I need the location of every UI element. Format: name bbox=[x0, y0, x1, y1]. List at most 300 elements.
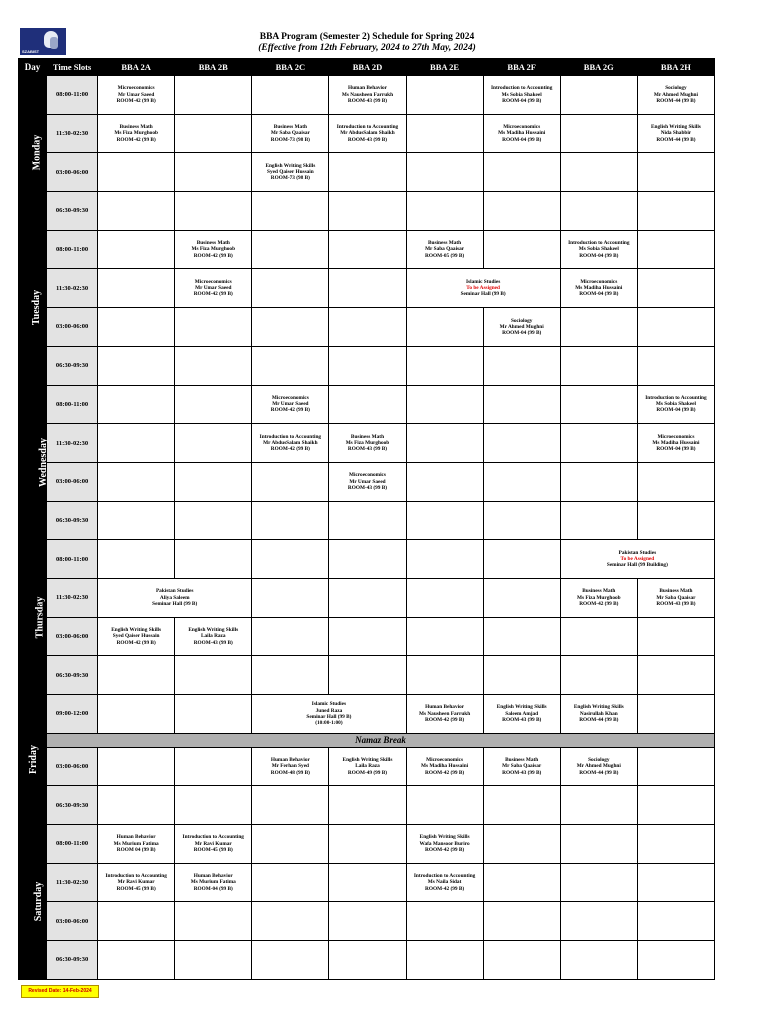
time-slot: 03:00-06:00 bbox=[47, 462, 98, 501]
day-label-wednesday bbox=[19, 385, 47, 540]
instructor-name: Ms Madiha Hussaini bbox=[498, 130, 546, 137]
schedule-row-monday bbox=[19, 114, 715, 153]
empty-cell bbox=[637, 941, 714, 980]
empty-cell bbox=[329, 385, 406, 424]
class-cell bbox=[175, 269, 252, 308]
empty-cell bbox=[175, 76, 252, 115]
instructor-name: Ms Naila Sidat bbox=[427, 879, 462, 886]
empty-cell bbox=[406, 617, 483, 656]
empty-cell bbox=[483, 941, 560, 980]
time-slot: 03:00-06:00 bbox=[47, 902, 98, 941]
empty-cell bbox=[175, 656, 252, 695]
instructor-name: Mr Saba Qaaisar bbox=[425, 246, 465, 253]
time-slot: 06:30-09:30 bbox=[47, 786, 98, 825]
course-name: Business Math bbox=[196, 240, 230, 247]
header-day: Day bbox=[19, 59, 47, 76]
instructor-name: Mr Umar Saeed bbox=[195, 285, 232, 292]
header-bba-2a: BBA 2A bbox=[98, 59, 175, 76]
time-slot: 08:00-11:00 bbox=[47, 825, 98, 864]
instructor-name: To be Assigned bbox=[620, 555, 655, 562]
header-time-slots: Time Slots bbox=[47, 59, 98, 76]
room-info: ROOM-43 (99 B) bbox=[502, 769, 542, 776]
room-info: ROOM-43 (99 B) bbox=[347, 484, 388, 491]
class-cell bbox=[98, 617, 175, 656]
class-cell bbox=[483, 747, 560, 786]
class-cell bbox=[175, 230, 252, 269]
room-info: ROOM-42 (99 B) bbox=[425, 885, 465, 892]
course-name: English Writing Skills bbox=[573, 704, 624, 711]
time-slot: 06:30-09:30 bbox=[47, 656, 98, 695]
empty-cell bbox=[483, 656, 560, 695]
course-name: Sociology bbox=[665, 85, 687, 92]
schedule-row-wednesday bbox=[19, 462, 715, 501]
class-cell bbox=[560, 695, 637, 734]
instructor-name: Ms Fiza Murghoob bbox=[191, 246, 236, 253]
instructor-name: Mr Umar Saeed bbox=[118, 91, 155, 98]
schedule-row-thursday bbox=[19, 578, 715, 617]
empty-cell bbox=[175, 786, 252, 825]
instructor-name: Juned Raza bbox=[315, 707, 343, 714]
revised-date-label: Revised Date: 14-Feb-2024 bbox=[21, 985, 99, 998]
course-name: Business Math bbox=[428, 240, 462, 247]
empty-cell bbox=[406, 462, 483, 501]
header-bba-2h: BBA 2H bbox=[637, 59, 714, 76]
schedule-body bbox=[19, 76, 715, 980]
instructor-name: Mr Ravi Kumar bbox=[117, 879, 155, 886]
time-slot: 03:00-06:00 bbox=[47, 617, 98, 656]
time-slot: 09:00-12:00 bbox=[47, 695, 98, 734]
instructor-name: Ms Nausheen Farrukh bbox=[341, 91, 394, 98]
empty-cell bbox=[252, 941, 329, 980]
empty-cell bbox=[406, 192, 483, 231]
empty-cell bbox=[252, 230, 329, 269]
empty-cell bbox=[637, 230, 714, 269]
room-info: ROOM-73 (98 B) bbox=[270, 136, 310, 143]
course-name: Human Behavior bbox=[347, 85, 387, 92]
course-name: English Writing Skills bbox=[651, 124, 701, 131]
empty-cell bbox=[329, 346, 406, 385]
empty-cell bbox=[329, 786, 406, 825]
room-info: ROOM-04 (99 B) bbox=[656, 407, 696, 414]
time-slot: 06:30-09:30 bbox=[47, 346, 98, 385]
schedule-row-friday bbox=[19, 695, 715, 734]
room-info: ROOM-45 (99 B) bbox=[116, 885, 156, 892]
empty-cell bbox=[175, 308, 252, 347]
empty-cell bbox=[483, 902, 560, 941]
schedule-row-friday bbox=[19, 747, 715, 786]
instructor-name: Ms Madiha Hussaini bbox=[652, 439, 700, 446]
empty-cell bbox=[406, 656, 483, 695]
room-info: ROOM-04 (99 B) bbox=[502, 136, 542, 143]
empty-cell bbox=[252, 786, 329, 825]
empty-cell bbox=[98, 462, 175, 501]
room-info: ROOM-43 (99 B) bbox=[347, 446, 388, 453]
empty-cell bbox=[329, 192, 406, 231]
time-slot: 06:30-09:30 bbox=[47, 941, 98, 980]
course-name: Microeconomics bbox=[271, 394, 309, 401]
room-info: ROOM-49 (99 B) bbox=[347, 769, 388, 776]
room-info: ROOM 04 (99 B) bbox=[116, 847, 156, 854]
course-name: English Writing Skills bbox=[111, 627, 162, 634]
course-name: Microeconomics bbox=[580, 278, 618, 285]
instructor-name: Ms Sobia Shakeel bbox=[578, 246, 619, 253]
time-slot: 11:30-02:30 bbox=[47, 424, 98, 463]
room-info: ROOM-44 (99 B) bbox=[579, 769, 619, 776]
class-cell bbox=[637, 578, 714, 617]
course-name: Human Behavior bbox=[193, 873, 233, 880]
class-cell bbox=[560, 578, 637, 617]
empty-cell bbox=[329, 540, 406, 579]
instructor-name: Wafa Mansoor Buriro bbox=[419, 840, 470, 847]
empty-cell bbox=[406, 153, 483, 192]
empty-cell bbox=[252, 462, 329, 501]
empty-cell bbox=[329, 153, 406, 192]
empty-cell bbox=[560, 76, 637, 115]
empty-cell bbox=[406, 941, 483, 980]
empty-cell bbox=[175, 385, 252, 424]
empty-cell bbox=[175, 902, 252, 941]
class-cell bbox=[637, 385, 714, 424]
course-name: Islamic Studies bbox=[465, 278, 501, 285]
empty-cell bbox=[483, 578, 560, 617]
time-slot: 11:30-02:30 bbox=[47, 863, 98, 902]
empty-cell bbox=[406, 540, 483, 579]
day-name: Monday bbox=[31, 135, 43, 171]
room-info: ROOM-44 (99 B) bbox=[656, 97, 696, 104]
class-cell bbox=[175, 863, 252, 902]
empty-cell bbox=[483, 825, 560, 864]
course-name: Business Math bbox=[350, 433, 385, 440]
empty-cell bbox=[329, 230, 406, 269]
empty-cell bbox=[483, 462, 560, 501]
room-info: ROOM-43 (99 B) bbox=[502, 716, 542, 723]
class-cell bbox=[560, 230, 637, 269]
empty-cell bbox=[483, 786, 560, 825]
day-name: Wednesday bbox=[37, 437, 49, 487]
instructor-name: Syed Qaiser Hussain bbox=[112, 633, 160, 640]
empty-cell bbox=[98, 747, 175, 786]
schedule-row-friday bbox=[19, 786, 715, 825]
room-info: ROOM-42 (99 B) bbox=[116, 97, 156, 104]
instructor-name: Mr Umar Saeed bbox=[272, 401, 309, 408]
class-cell bbox=[252, 153, 329, 192]
header-bba-2g: BBA 2G bbox=[560, 59, 637, 76]
empty-cell bbox=[637, 695, 714, 734]
empty-cell bbox=[637, 747, 714, 786]
schedule-row-saturday bbox=[19, 825, 715, 864]
schedule-row-saturday bbox=[19, 902, 715, 941]
course-name: Business Math bbox=[505, 757, 539, 764]
room-info: ROOM-42 (99 B) bbox=[425, 847, 465, 854]
instructor-name: Mr Ahmed Mughni bbox=[576, 763, 621, 770]
empty-cell bbox=[560, 656, 637, 695]
schedule-row-monday bbox=[19, 76, 715, 115]
class-cell bbox=[637, 114, 714, 153]
day-name: Thursday bbox=[34, 596, 46, 638]
room-info: ROOM-44 (99 B) bbox=[656, 136, 696, 143]
course-name: Human Behavior bbox=[270, 757, 310, 764]
empty-cell bbox=[329, 656, 406, 695]
empty-cell bbox=[252, 308, 329, 347]
instructor-name: Mr Ahmed Mughni bbox=[499, 323, 544, 330]
course-name: Introduction to Accounting bbox=[568, 240, 630, 247]
course-name: Sociology bbox=[588, 757, 610, 764]
empty-cell bbox=[175, 695, 252, 734]
room-info: ROOM-43 (99 B) bbox=[347, 136, 388, 143]
schedule-row-wednesday bbox=[19, 501, 715, 540]
empty-cell bbox=[406, 385, 483, 424]
instructor-name: Ms Sobia Shakeel bbox=[655, 401, 696, 408]
empty-cell bbox=[483, 385, 560, 424]
header-row bbox=[19, 59, 715, 76]
empty-cell bbox=[98, 269, 175, 308]
course-name: Microeconomics bbox=[348, 472, 386, 479]
instructor-name: Mr Ferhan Syed bbox=[271, 763, 309, 770]
time-slot: 11:30-02:30 bbox=[47, 578, 98, 617]
room-info: ROOM-43 (99 B) bbox=[656, 600, 696, 607]
empty-cell bbox=[329, 617, 406, 656]
instructor-name: Mr Ravi Kumar bbox=[194, 840, 232, 847]
empty-cell bbox=[98, 540, 175, 579]
instructor-name: Mr Saba Qaaisar bbox=[656, 594, 696, 601]
course-name: Introduction to Accounting bbox=[259, 433, 322, 440]
course-name: Microeconomics bbox=[503, 124, 541, 131]
course-name: Sociology bbox=[510, 317, 533, 324]
schedule-row-tuesday bbox=[19, 269, 715, 308]
time-slot: 03:00-06:00 bbox=[47, 153, 98, 192]
instructor-name: Ms Nausheen Farrukh bbox=[418, 710, 471, 717]
instructor-name: Aliya Saleem bbox=[159, 594, 190, 601]
course-name: Pakistan Studies bbox=[618, 549, 657, 556]
empty-cell bbox=[637, 825, 714, 864]
class-cell bbox=[252, 424, 329, 463]
empty-cell bbox=[560, 114, 637, 153]
class-cell bbox=[175, 825, 252, 864]
empty-cell bbox=[483, 346, 560, 385]
header-bba-2c: BBA 2C bbox=[252, 59, 329, 76]
class-cell bbox=[98, 76, 175, 115]
empty-cell bbox=[483, 863, 560, 902]
room-info: (10:00-1:00) bbox=[315, 720, 343, 727]
instructor-name: Ms Murium Fatima bbox=[113, 840, 159, 847]
empty-cell bbox=[175, 501, 252, 540]
empty-cell bbox=[560, 786, 637, 825]
empty-cell bbox=[175, 114, 252, 153]
instructor-name: Ms Madiha Hussaini bbox=[421, 763, 469, 770]
course-name: Pakistan Studies bbox=[155, 588, 194, 595]
day-label-thursday bbox=[19, 540, 47, 695]
time-slot: 06:30-09:30 bbox=[47, 501, 98, 540]
room-info: ROOM-44 (99 B) bbox=[579, 716, 619, 723]
class-cell bbox=[252, 695, 406, 734]
course-name: Microeconomics bbox=[117, 85, 155, 92]
empty-cell bbox=[560, 308, 637, 347]
empty-cell bbox=[560, 617, 637, 656]
class-cell bbox=[483, 114, 560, 153]
course-name: English Writing Skills bbox=[265, 162, 316, 169]
class-cell bbox=[406, 825, 483, 864]
schedule-table bbox=[18, 58, 715, 980]
class-cell bbox=[98, 578, 252, 617]
empty-cell bbox=[98, 230, 175, 269]
empty-cell bbox=[98, 385, 175, 424]
class-cell bbox=[483, 695, 560, 734]
empty-cell bbox=[560, 462, 637, 501]
instructor-name: Ms Madiha Hussaini bbox=[575, 285, 623, 292]
course-name: Human Behavior bbox=[116, 834, 156, 841]
empty-cell bbox=[483, 192, 560, 231]
instructor-name: Mr Saba Qaaisar bbox=[270, 130, 310, 137]
course-name: English Writing Skills bbox=[188, 627, 239, 634]
schedule-title bbox=[0, 32, 734, 54]
empty-cell bbox=[406, 786, 483, 825]
class-cell bbox=[483, 308, 560, 347]
empty-cell bbox=[560, 192, 637, 231]
time-slot: 03:00-06:00 bbox=[47, 308, 98, 347]
class-cell bbox=[560, 540, 714, 579]
empty-cell bbox=[637, 863, 714, 902]
empty-cell bbox=[329, 863, 406, 902]
schedule-row-saturday bbox=[19, 863, 715, 902]
empty-cell bbox=[98, 941, 175, 980]
empty-cell bbox=[252, 902, 329, 941]
time-slot: 11:30-02:30 bbox=[47, 269, 98, 308]
instructor-name: Laila Raza bbox=[200, 633, 226, 640]
empty-cell bbox=[175, 747, 252, 786]
empty-cell bbox=[98, 902, 175, 941]
empty-cell bbox=[406, 114, 483, 153]
empty-cell bbox=[175, 346, 252, 385]
class-cell bbox=[329, 462, 406, 501]
instructor-name: Saleem Amjad bbox=[505, 710, 539, 717]
empty-cell bbox=[483, 424, 560, 463]
class-cell bbox=[329, 424, 406, 463]
instructor-name: Laila Raza bbox=[355, 763, 380, 770]
empty-cell bbox=[560, 153, 637, 192]
empty-cell bbox=[252, 825, 329, 864]
empty-cell bbox=[252, 617, 329, 656]
room-info: Seminar Hall (99 B) bbox=[152, 600, 198, 607]
break-row bbox=[19, 733, 715, 747]
empty-cell bbox=[98, 501, 175, 540]
empty-cell bbox=[483, 153, 560, 192]
empty-cell bbox=[560, 863, 637, 902]
empty-cell bbox=[637, 462, 714, 501]
empty-cell bbox=[252, 192, 329, 231]
empty-cell bbox=[406, 76, 483, 115]
room-info: ROOM-73 (98 B) bbox=[270, 175, 310, 182]
time-slot: 08:00-11:00 bbox=[47, 540, 98, 579]
instructor-name: Ms Fiza Murghoob bbox=[114, 130, 158, 137]
empty-cell bbox=[329, 501, 406, 540]
class-cell bbox=[406, 269, 560, 308]
course-name: English Writing Skills bbox=[419, 834, 470, 841]
empty-cell bbox=[329, 308, 406, 347]
day-label-tuesday bbox=[19, 230, 47, 385]
time-slot: 03:00-06:00 bbox=[47, 747, 98, 786]
room-info: Seminar Hall (99 B) bbox=[306, 713, 352, 720]
room-info: ROOM-48 (99 B) bbox=[270, 769, 310, 776]
empty-cell bbox=[637, 346, 714, 385]
schedule-row-tuesday bbox=[19, 308, 715, 347]
empty-cell bbox=[483, 617, 560, 656]
empty-cell bbox=[329, 902, 406, 941]
course-name: English Writing Skills bbox=[342, 757, 393, 764]
room-info: ROOM-42 (99 B) bbox=[116, 639, 156, 646]
schedule-row-wednesday bbox=[19, 385, 715, 424]
header-bba-2e: BBA 2E bbox=[406, 59, 483, 76]
room-info: ROOM-04 (99 B) bbox=[502, 97, 542, 104]
course-name: Introduction to Accounting bbox=[105, 873, 167, 880]
instructor-name: Mr Umar Saeed bbox=[349, 478, 386, 485]
empty-cell bbox=[252, 540, 329, 579]
day-label-monday bbox=[19, 76, 47, 231]
empty-cell bbox=[175, 462, 252, 501]
empty-cell bbox=[483, 540, 560, 579]
course-name: Business Math bbox=[659, 588, 693, 595]
class-cell bbox=[560, 269, 637, 308]
empty-cell bbox=[329, 269, 406, 308]
room-info: ROOM-43 (99 B) bbox=[193, 639, 233, 646]
empty-cell bbox=[252, 578, 329, 617]
course-name: Islamic Studies bbox=[311, 701, 347, 708]
empty-cell bbox=[252, 346, 329, 385]
empty-cell bbox=[98, 308, 175, 347]
time-slot: 06:30-09:30 bbox=[47, 192, 98, 231]
instructor-name: Mr Ahmed Mughni bbox=[653, 91, 698, 98]
empty-cell bbox=[560, 825, 637, 864]
empty-cell bbox=[406, 308, 483, 347]
empty-cell bbox=[98, 346, 175, 385]
room-info: ROOM-04 (99 B) bbox=[656, 446, 696, 453]
schedule-row-thursday bbox=[19, 656, 715, 695]
empty-cell bbox=[98, 786, 175, 825]
schedule-row-saturday bbox=[19, 941, 715, 980]
empty-cell bbox=[329, 825, 406, 864]
room-info: ROOM-42 (99 B) bbox=[193, 291, 233, 298]
time-slot: 08:00-11:00 bbox=[47, 76, 98, 115]
instructor-name: Nida Shabbir bbox=[660, 130, 692, 137]
empty-cell bbox=[406, 501, 483, 540]
empty-cell bbox=[560, 902, 637, 941]
instructor-name: Ms Sobia Shakeel bbox=[501, 91, 542, 98]
empty-cell bbox=[175, 192, 252, 231]
empty-cell bbox=[252, 269, 329, 308]
course-name: Business Math bbox=[273, 124, 307, 131]
header-bba-2b: BBA 2B bbox=[175, 59, 252, 76]
empty-cell bbox=[406, 346, 483, 385]
empty-cell bbox=[406, 424, 483, 463]
class-cell bbox=[175, 617, 252, 656]
room-info: Seminar Hall (99 B) bbox=[460, 291, 506, 298]
room-info: ROOM-43 (99 B) bbox=[347, 97, 388, 104]
class-cell bbox=[98, 114, 175, 153]
class-cell bbox=[252, 747, 329, 786]
class-cell bbox=[637, 424, 714, 463]
empty-cell bbox=[98, 424, 175, 463]
empty-cell bbox=[637, 786, 714, 825]
class-cell bbox=[98, 825, 175, 864]
empty-cell bbox=[175, 941, 252, 980]
instructor-name: To be Assigned bbox=[466, 285, 500, 292]
empty-cell bbox=[637, 192, 714, 231]
empty-cell bbox=[637, 501, 714, 540]
empty-cell bbox=[560, 385, 637, 424]
empty-cell bbox=[560, 424, 637, 463]
empty-cell bbox=[637, 269, 714, 308]
room-info: ROOM-04 (99 B) bbox=[502, 330, 542, 337]
empty-cell bbox=[329, 578, 406, 617]
